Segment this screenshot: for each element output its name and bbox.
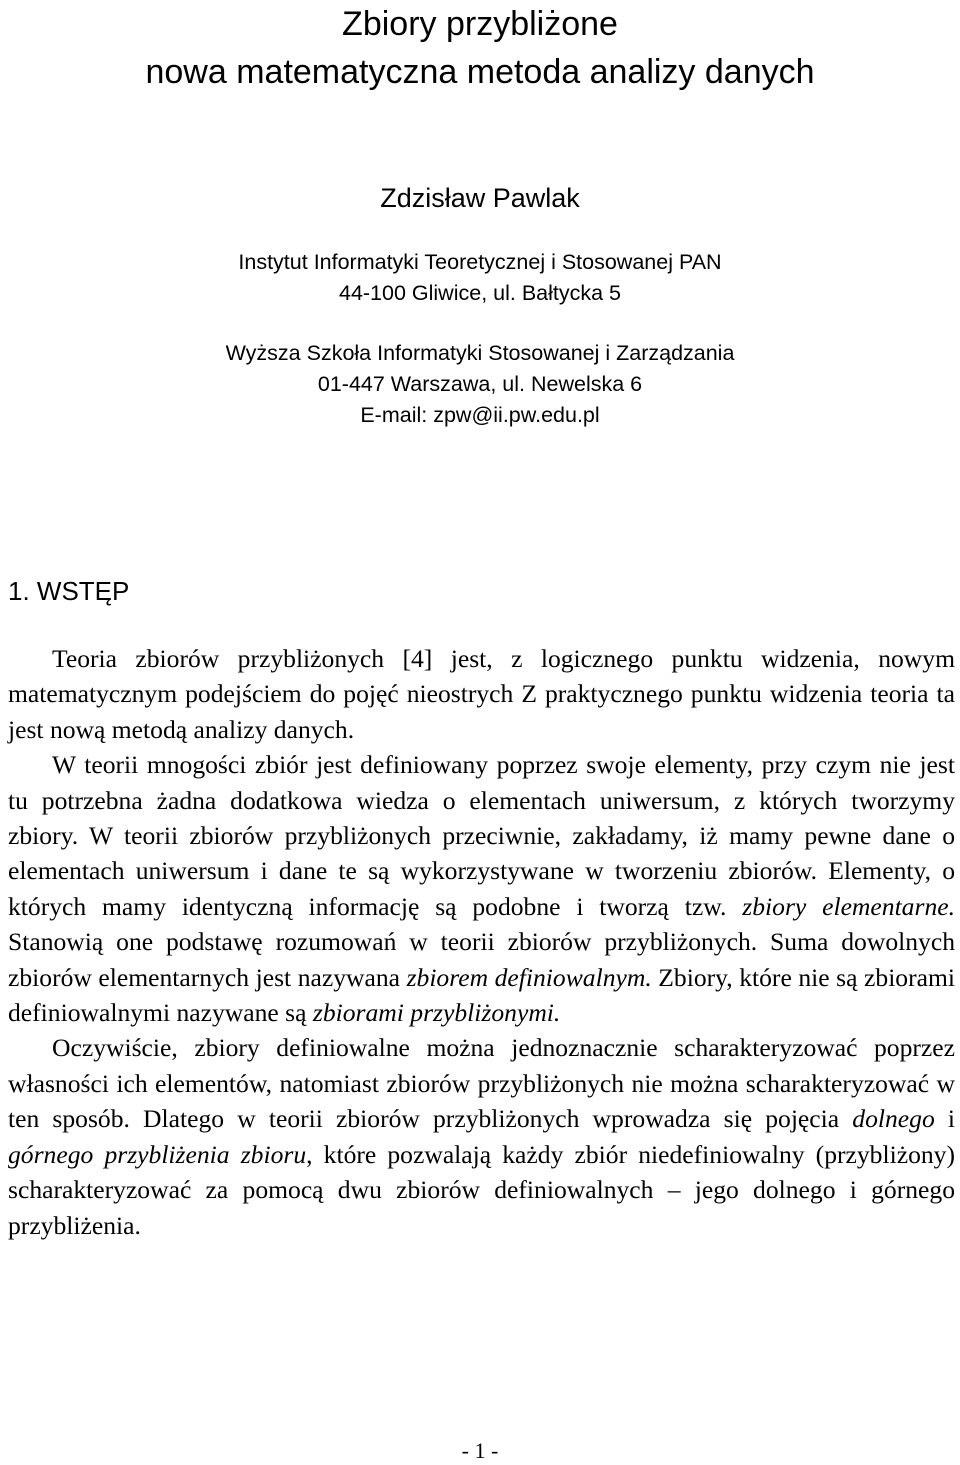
paragraph-2-text-3: Zbiory, które nie są zbiorami definiowalnymi nazywane są bbox=[8, 962, 956, 1028]
affiliation-1-institute: Instytut Informatyki Teoretycznej i Stosowanej PAN bbox=[238, 250, 722, 274]
paragraph-2-text-1: W teorii mnogości zbiór jest definiowany poprzez swoje elementy, przy czym nie jest tu potrzebna żadna dodatkowa wiedza o elementach uniwersum, z których tworzymy zbiory. W teorii zbiorów przybliżonych przeciwnie, zakładamy, iż mamy pewne dane o elementach uniwersum i dane te są wykorzystywane w tworzeniu zbiorów. Elementy, o których mamy identyczną informację są podobne i tworzą tzw. bbox=[8, 750, 955, 921]
title-line-2: nowa matematyczna metoda analizy danych bbox=[145, 53, 815, 91]
section-heading: 1. WSTĘP bbox=[8, 576, 130, 606]
term-lower: dolnego bbox=[852, 1104, 935, 1134]
paragraph-3-text-1: Oczywiście, zbiory definiowalne można jednoznacznie scharakteryzować poprzez własności ich elementów, natomiast zbiorów przybliżonych nie można scharakteryzować w ten sposób. Dlatego w teorii zbiorów przybliżonych wprowadza się pojęcia bbox=[8, 1033, 955, 1134]
term-upper-approximation: górnego przybliżenia zbioru bbox=[8, 1139, 307, 1169]
author-name: Zdzisław Pawlak bbox=[380, 183, 580, 213]
affiliation-2-institute: Wyższa Szkoła Informatyki Stosowanej i Zarządzania bbox=[225, 341, 735, 365]
title-line-1: Zbiory przybliżone bbox=[342, 5, 618, 43]
affiliation-1-address: 44-100 Gliwice, ul. Bałtycka 5 bbox=[338, 281, 622, 305]
paragraph-3 bbox=[8, 1030, 955, 1242]
term-rough-sets: zbiorami przybliżonymi. bbox=[312, 998, 561, 1028]
term-definable-set: zbiorem definiowalnym. bbox=[406, 962, 652, 992]
paragraph-2 bbox=[8, 747, 955, 1030]
paragraph-2-text-2: Stanowią one podstawę rozumowań w teorii zbiorów przybliżonych. Suma dowolnych zbiorów elementarnych jest nazywana bbox=[8, 927, 955, 992]
document-title bbox=[0, 0, 960, 96]
page-number: - 1 - bbox=[461, 1438, 499, 1463]
affiliation-2 bbox=[0, 338, 960, 431]
body-text bbox=[8, 641, 955, 1243]
term-elementary-sets: zbiory elementarne. bbox=[742, 891, 955, 921]
affiliation-2-address: 01-447 Warszawa, ul. Newelska 6 bbox=[317, 372, 643, 396]
affiliation-1 bbox=[0, 247, 960, 309]
paragraph-3-text-3: , które pozwalają każdy zbiór niedefiniowalny (przybliżony) scharakteryzować za pomocą dwu zbiorów definiowalnych – jego dolnego i górnego przybliżenia. bbox=[8, 1139, 955, 1240]
paragraph-1: Teoria zbiorów przybliżonych [4] jest, z logicznego punktu widzenia, nowym matematycznym podejściem do pojęć nieostrych Z praktycznego punktu widzenia teoria ta jest nową metodą analizy danych. bbox=[8, 644, 955, 744]
paragraph-3-text-2: i bbox=[934, 1104, 956, 1134]
affiliation-2-email: E-mail: zpw@ii.pw.edu.pl bbox=[360, 403, 600, 427]
